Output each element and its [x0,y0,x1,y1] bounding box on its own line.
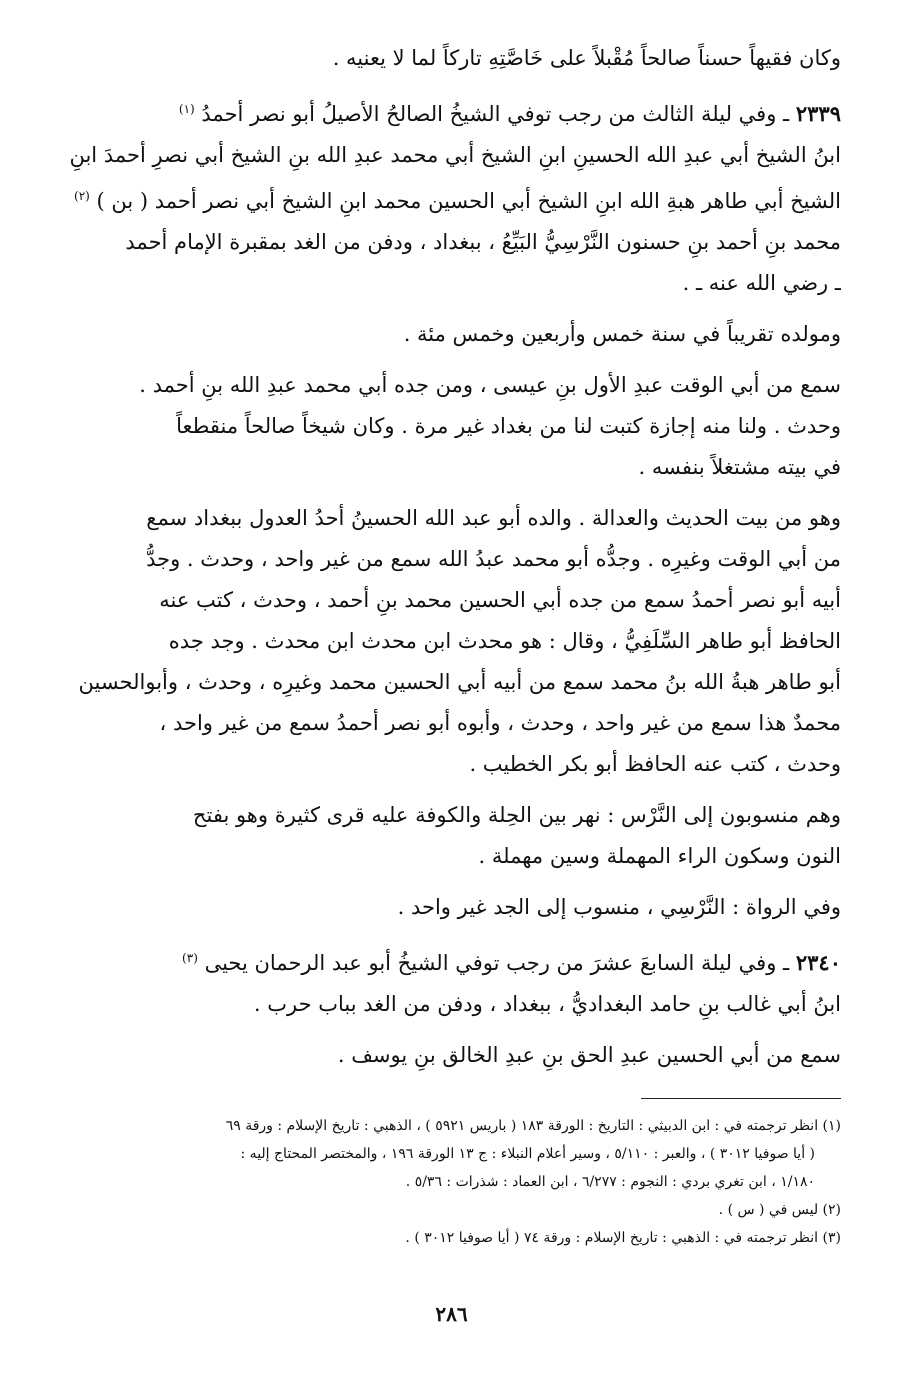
footnote-divider [641,1098,841,1099]
text-line: في بيته مشتغلاً بنفسه . [638,455,841,479]
text-line: سمع من أبي الحسين عبدِ الحق بنِ عبدِ الخالق بنِ يوسف . [337,1043,841,1067]
footnote-3: (٣) انظر ترجمته في : الذهبي : تاريخ الإسلام : ورقة ٧٤ ( أيا صوفيا ٣٠١٢ ) . [405,1230,841,1246]
text-line: وهو من بيت الحديث والعدالة . والده أبو عبد الله الحسينُ أحدُ العدول ببغداد سمع [146,506,841,530]
text-line: سمع من أبي الوقت عبدِ الأول بنِ عيسى ، ومن جده أبي محمد عبدِ الله بنِ أحمد . [139,373,841,397]
entry-text: ـ وفي ليلة السابعَ عشرَ من رجب توفي الشيخُ أبو عبد الرحمان يحيى [204,951,790,975]
footnotes [62,1112,841,1252]
paragraph-nisba [62,795,841,877]
footnote-ref-3[interactable]: (٣) [182,951,198,965]
paragraph-intro [62,38,841,79]
text-line: ابنُ الشيخ أبي عبدِ الله الحسينِ ابنِ الشيخ أبي محمد عبدِ الله بنِ الشيخ أبي نصرِ أحمدَ ابنِ [69,143,841,167]
text-line: وحدث ، كتب عنه الحافظ أبو بكر الخطيب . [469,752,841,776]
text-line: وهم منسوبون إلى النَّرْس : نهر بين الحِلة والكوفة عليه قرى كثيرة وهو بفتح [192,803,841,827]
entry-2340 [62,938,841,1025]
entry-number: ٢٣٤٠ [795,950,841,975]
entry-number: ٢٣٣٩ [795,101,841,126]
paragraph-family [62,498,841,785]
text-line: محمد بنِ أحمد بنِ حسنون النَّرْسِيُّ البَيِّعُ ، ببغداد ، ودفن من الغد بمقبرة الإمام أحمد [125,230,841,254]
text-line: ـ رضي الله عنه ـ . [682,271,841,295]
entry-2339 [62,89,841,304]
footnote-1: (١) انظر ترجمته في : ابن الدبيثي : التاريخ : الورقة ١٨٣ ( باريس ٥٩٢١ ) ، الذهبي : تاريخ الإسلام : ورقة ٦٩ [225,1118,841,1134]
text-line: ومولده تقريباً في سنة خمس وأربعين وخمس مئة . [403,322,841,346]
text-line: محمدٌ هذا سمع من غير واحد ، وحدث ، وأبوه أبو نصر أحمدُ سمع من غير واحد ، [159,711,841,735]
footnote-1-cont: ١/١٨٠ ، ابن تغري بردي : النجوم : ٦/٢٧٧ ، ابن العماد : شذرات : ٥/٣٦ . [405,1174,815,1190]
text-line: وحدث . ولنا منه إجازة كتبت لنا من بغداد غير مرة . وكان شيخاً صالحاً منقطعاً [176,414,841,438]
text-line: وكان فقيهاً حسناً صالحاً مُقْبلاً على خَاصَّتِهِ تاركاً لما لا يعنيه . [332,46,841,70]
footnote-1-cont: ( أيا صوفيا ٣٠١٢ ) ، والعبر : ٥/١١٠ ، وسير أعلام النبلاء : ج ١٣ الورقة ١٩٦ ، والمختصر المحتاج إليه : [240,1146,815,1162]
text-line: من أبي الوقت وغيرِه . وجدُّه أبو محمد عبدُ الله سمع من غير واحد ، وحدث . وجدُّ [146,547,841,571]
paragraph-last [62,1035,841,1076]
text-line: الحافظ أبو طاهر السِّلَفِيُّ ، وقال : هو محدث ابن محدث ابن محدث . وجد جده [168,629,841,653]
text-line: أبيه أبو نصر أحمدُ سمع من جده أبي الحسين محمد بنِ أحمد ، وحدث ، كتب عنه [159,588,841,612]
page-number: ٢٨٦ [435,1302,468,1326]
paragraph-birth [62,314,841,355]
entry-text: الشيخ أبي طاهر هبةِ الله ابنِ الشيخ أبي الحسين محمد ابنِ الشيخ أبي نصر أحمد ( بن ) [96,189,841,213]
text-line [62,89,841,135]
footnote-ref-1[interactable]: (١) [178,102,195,116]
entry-text: ـ وفي ليلة الثالث من رجب توفي الشيخُ الصالحُ الأصيلُ أبو نصر أحمدُ [201,102,790,126]
text-line [62,938,841,984]
text-line: أبو طاهر هبةُ الله بنُ محمد سمع من أبيه أبي الحسين محمد وغيرِه ، وحدث ، وأبوالحسين [78,670,841,694]
footnote-2: (٢) ليس في ( س ) . [718,1202,841,1218]
text-line: ابنُ أبي غالب بنِ حامد البغداديُّ ، ببغداد ، ودفن من الغد بباب حرب . [253,992,841,1016]
paragraph-heard [62,365,841,488]
text-line: وفي الرواة : النَّرْسِي ، منسوب إلى الجد غير واحد . [397,895,841,919]
text-line [62,176,841,222]
text-line: النون وسكون الراء المهملة وسين مهملة . [478,844,841,868]
paragraph-narrators [62,887,841,928]
footnote-ref-2[interactable]: (٢) [74,189,90,203]
